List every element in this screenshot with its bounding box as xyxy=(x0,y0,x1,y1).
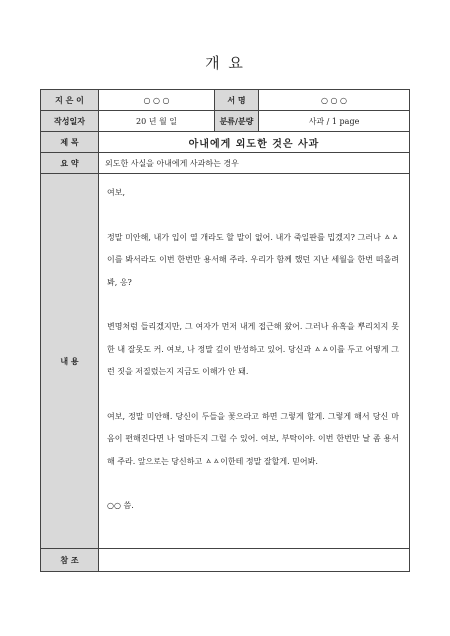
reference-row xyxy=(41,549,410,572)
summary-row xyxy=(41,153,410,174)
subject-row xyxy=(41,132,410,153)
content-signoff: ○○ 씀. xyxy=(107,501,134,510)
content-body xyxy=(99,174,410,549)
content-row xyxy=(41,174,410,549)
content-paragraph-2: 변명처럼 들리겠지만, 그 여자가 먼저 내게 접근해 왔어. 그러나 유혹을 뿌리치지 못한 내 잘못도 커. 여보, 나 정말 깊이 반성하고 있어. 당신과 ㅿㅿ이를 두고 어떻게 그런 짓을 저질렀는지 지금도 이해가 안 돼. xyxy=(107,322,399,376)
author-row xyxy=(41,90,410,111)
page-title: 개 요 xyxy=(205,54,245,72)
signature-label: 서 명 xyxy=(215,90,259,111)
author-label: 지 은 이 xyxy=(41,90,99,111)
content-label: 내 용 xyxy=(41,174,99,549)
date-label: 작성일자 xyxy=(41,111,99,132)
subject-label: 제 목 xyxy=(41,132,99,153)
content-paragraph-1: 정말 미안해, 내가 입이 열 개라도 할 말이 없어. 내가 죽일판를 밉겠지? 그러나 ㅿㅿ이를 봐서라도 이번 한번만 용서해 주라. 우리가 함께 했던 지난 세월을 한번 떠올려봐, 응? xyxy=(107,232,399,287)
summary-label: 요 약 xyxy=(41,153,99,174)
reference-label: 참 조 xyxy=(41,549,99,572)
content-paragraph-3: 여보, 정말 미안해. 당신이 두들을 꽃으라고 하면 그렇게 할게. 그렇게 해서 당신 마음이 편해진다면 나 얼마든지 그럴 수 있어. 여보, 부탁이야. 이번 한번만 날 좀 용서해 주라. 앞으로는 당신하고 ㅿㅿ이한테 정말 잘할게. 믿어봐. xyxy=(107,411,399,466)
subject-value: 아내에게 외도한 것은 사과 xyxy=(99,132,410,153)
summary-value: 외도한 사실을 아내에게 사과하는 경우 xyxy=(99,153,410,174)
author-value: ○ ○ ○ xyxy=(99,90,215,111)
category-label: 분류/분량 xyxy=(215,111,259,132)
document-table xyxy=(40,89,410,572)
category-value: 사과 / 1 page xyxy=(259,111,410,132)
reference-value xyxy=(99,549,410,572)
signature-value: ○ ○ ○ xyxy=(259,90,410,111)
date-row xyxy=(41,111,410,132)
content-paragraph-greeting: 여보, xyxy=(107,188,125,197)
date-value: 20 년 월 일 xyxy=(99,111,215,132)
